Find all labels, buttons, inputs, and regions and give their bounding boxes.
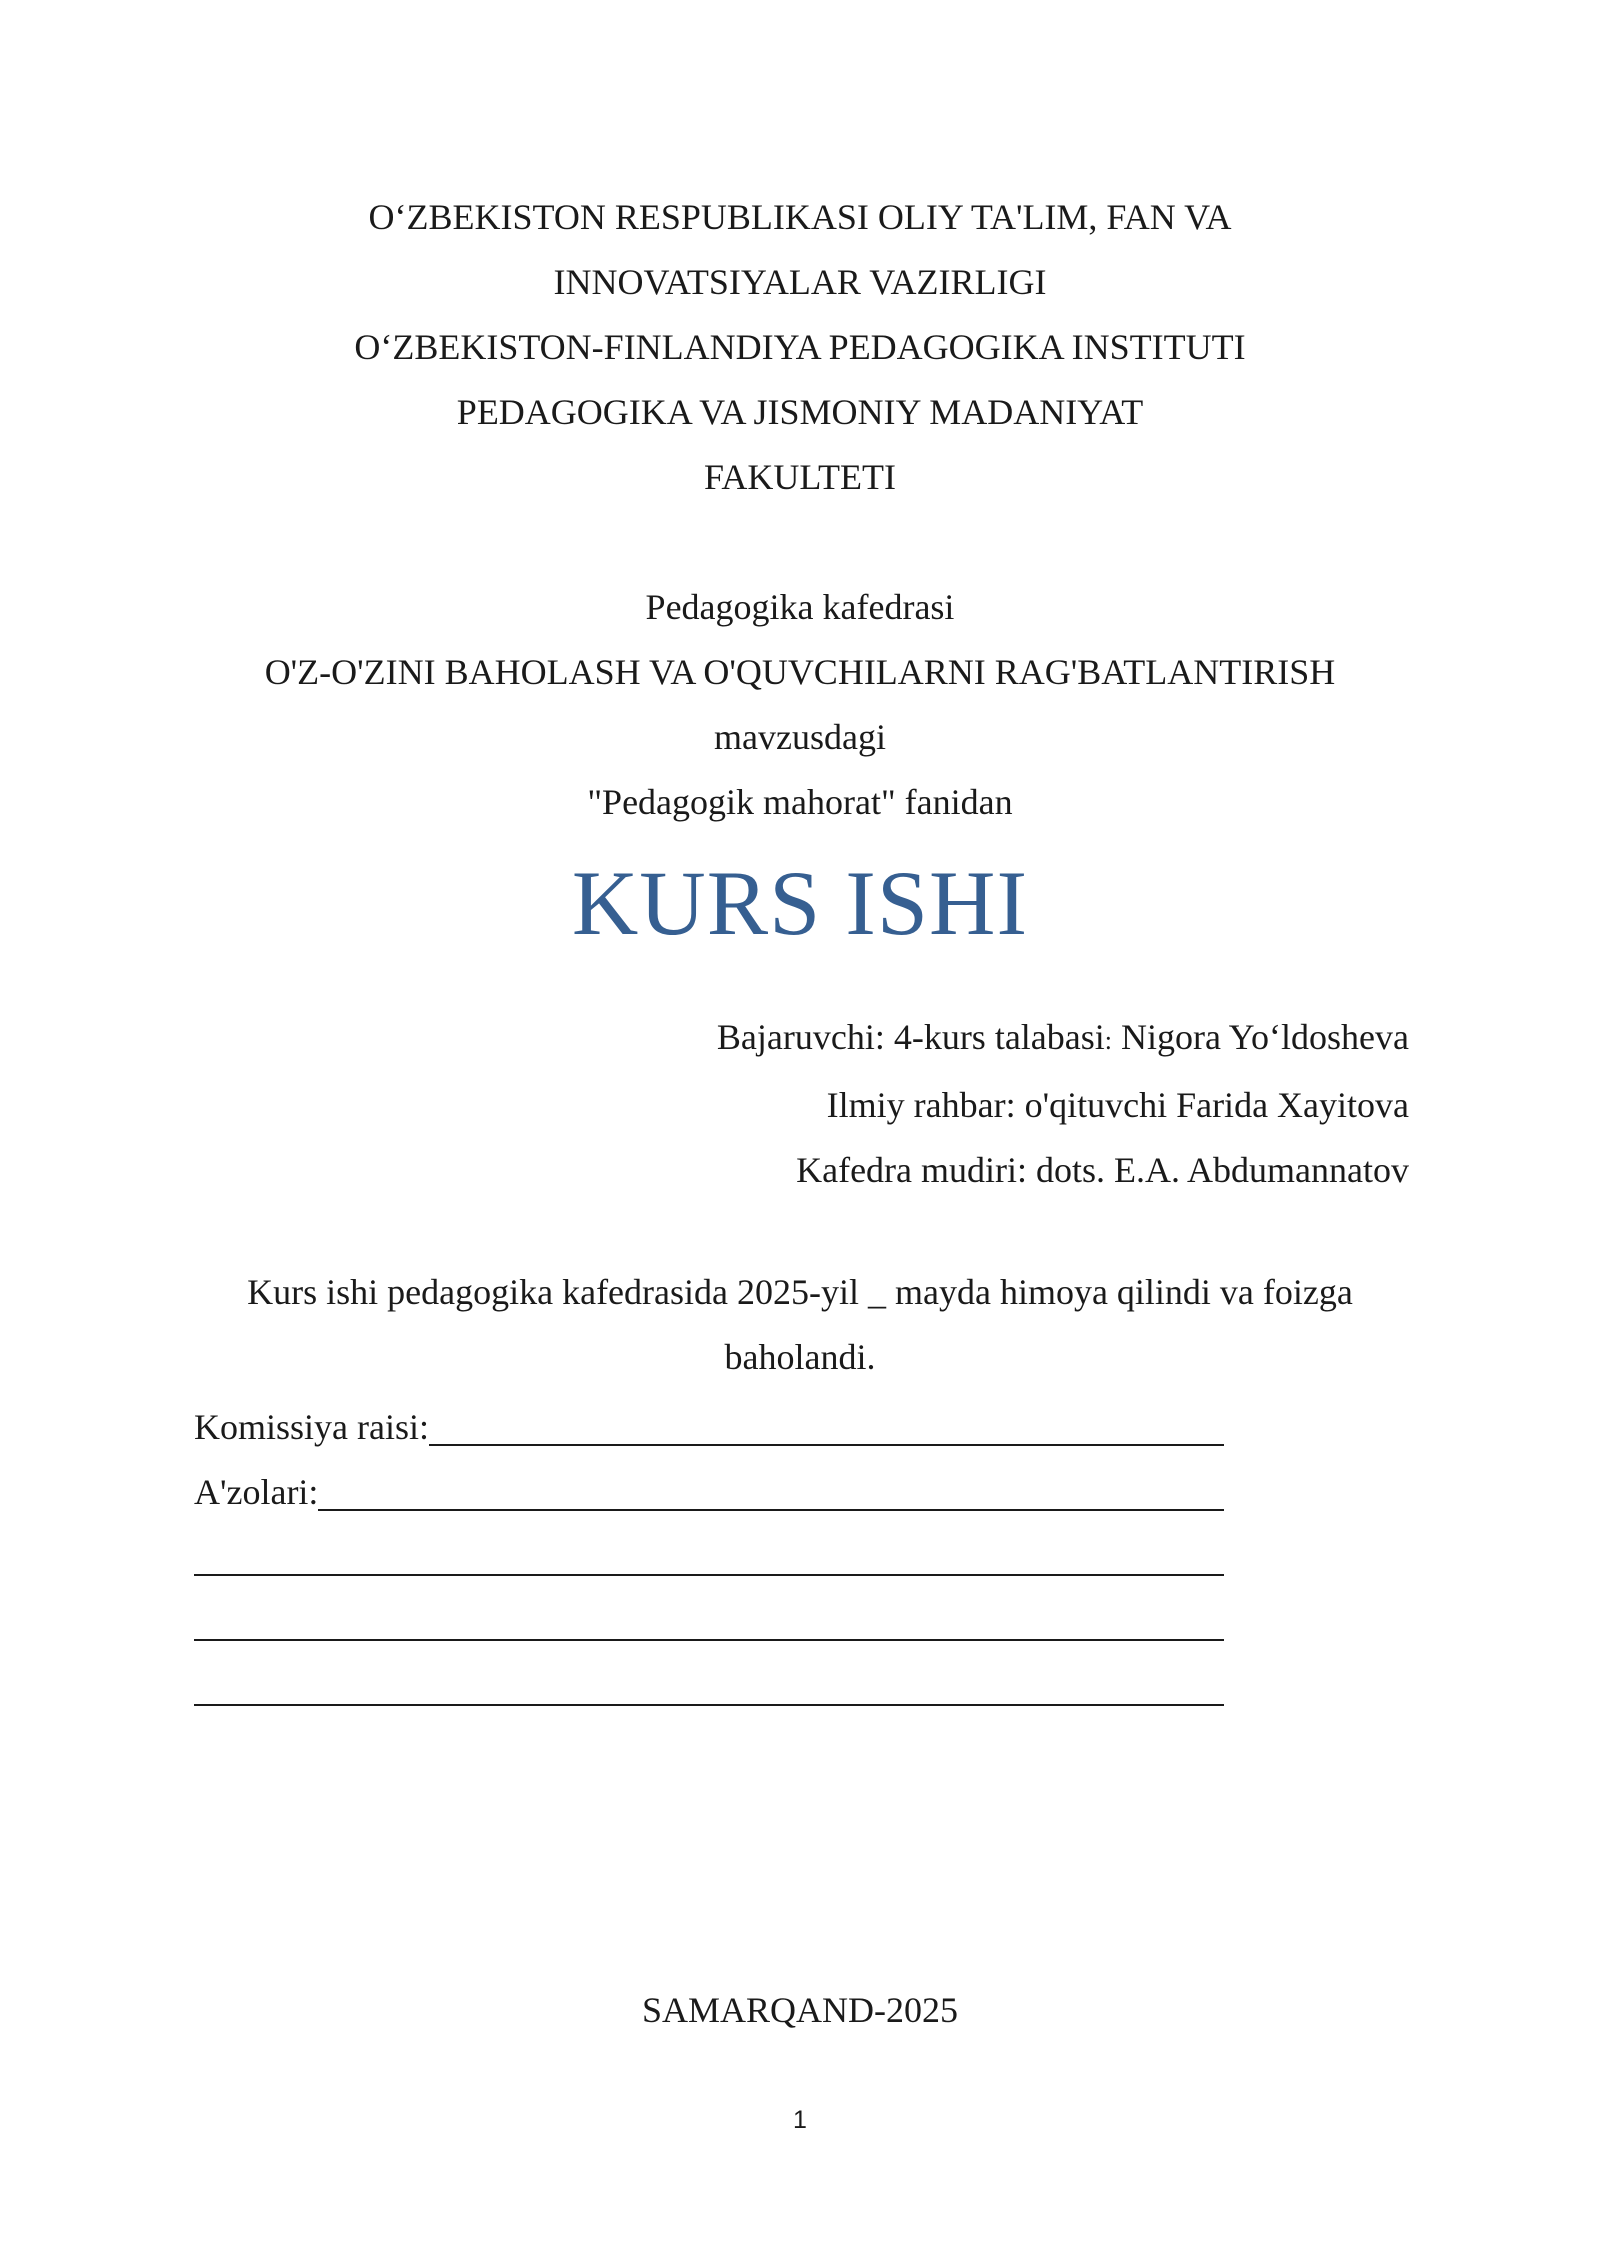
page-number: 1 — [793, 2106, 807, 2134]
signature-rule — [194, 1574, 1224, 1576]
authors-block — [717, 1005, 1409, 1203]
defense-line-2: baholandi. — [724, 1337, 876, 1377]
topic-block — [0, 575, 1600, 835]
city-year: SAMARQAND-2025 — [641, 1990, 959, 2030]
theme-title: O'Z-O'ZINI BAHOLASH VA O'QUVCHILARNI RAG'BATLANTIRISH — [264, 652, 1336, 692]
commission-block — [194, 1395, 1224, 1720]
theme-suffix: mavzusdagi — [714, 717, 886, 757]
chair-label: Komissiya raisi: — [194, 1407, 429, 1447]
signature-rule — [318, 1509, 1224, 1511]
header-line-3: O‘ZBEKISTON-FINLANDIYA PEDAGOGIKA INSTITUTI — [354, 327, 1246, 367]
signature-rule — [194, 1704, 1224, 1706]
supervisor-line: Ilmiy rahbar: o'qituvchi Farida Xayitova — [826, 1085, 1409, 1125]
department-name: Pedagogika kafedrasi — [645, 587, 955, 627]
signature-rule — [194, 1639, 1224, 1641]
members-label: A'zolari: — [194, 1472, 319, 1512]
defense-statement — [200, 1260, 1400, 1390]
executor-colon: : — [1104, 1026, 1113, 1055]
executor-name: Nigora Yo‘ldosheva — [1112, 1017, 1409, 1057]
header-line-2: INNOVATSIYALAR VAZIRLIGI — [553, 262, 1047, 302]
signature-rule — [429, 1444, 1224, 1446]
header-line-4: PEDAGOGIKA VA JISMONIY MADANIYAT — [456, 392, 1144, 432]
executor-line — [717, 1005, 1409, 1073]
header-line-1: O‘ZBEKISTON RESPUBLIKASI OLIY TA'LIM, FAN VA — [368, 197, 1232, 237]
head-line: Kafedra mudiri: dots. E.A. Abdumannatov — [796, 1150, 1409, 1190]
executor-label: Bajaruvchi: 4-kurs talabasi — [716, 1017, 1105, 1057]
blank-signature-line — [194, 1525, 1224, 1590]
blank-signature-line — [194, 1590, 1224, 1655]
subject-name: "Pedagogik mahorat" fanidan — [587, 782, 1013, 822]
blank-signature-line — [194, 1655, 1224, 1720]
ministry-header — [0, 185, 1600, 510]
members-signature-line — [194, 1460, 1224, 1525]
chair-signature-line — [194, 1395, 1224, 1460]
defense-line-1: Kurs ishi pedagogika kafedrasida 2025-yil _ mayda himoya qilindi va foizga — [247, 1272, 1353, 1312]
header-line-5: FAKULTETI — [704, 457, 896, 497]
document-title: KURS ISHI — [571, 852, 1029, 954]
